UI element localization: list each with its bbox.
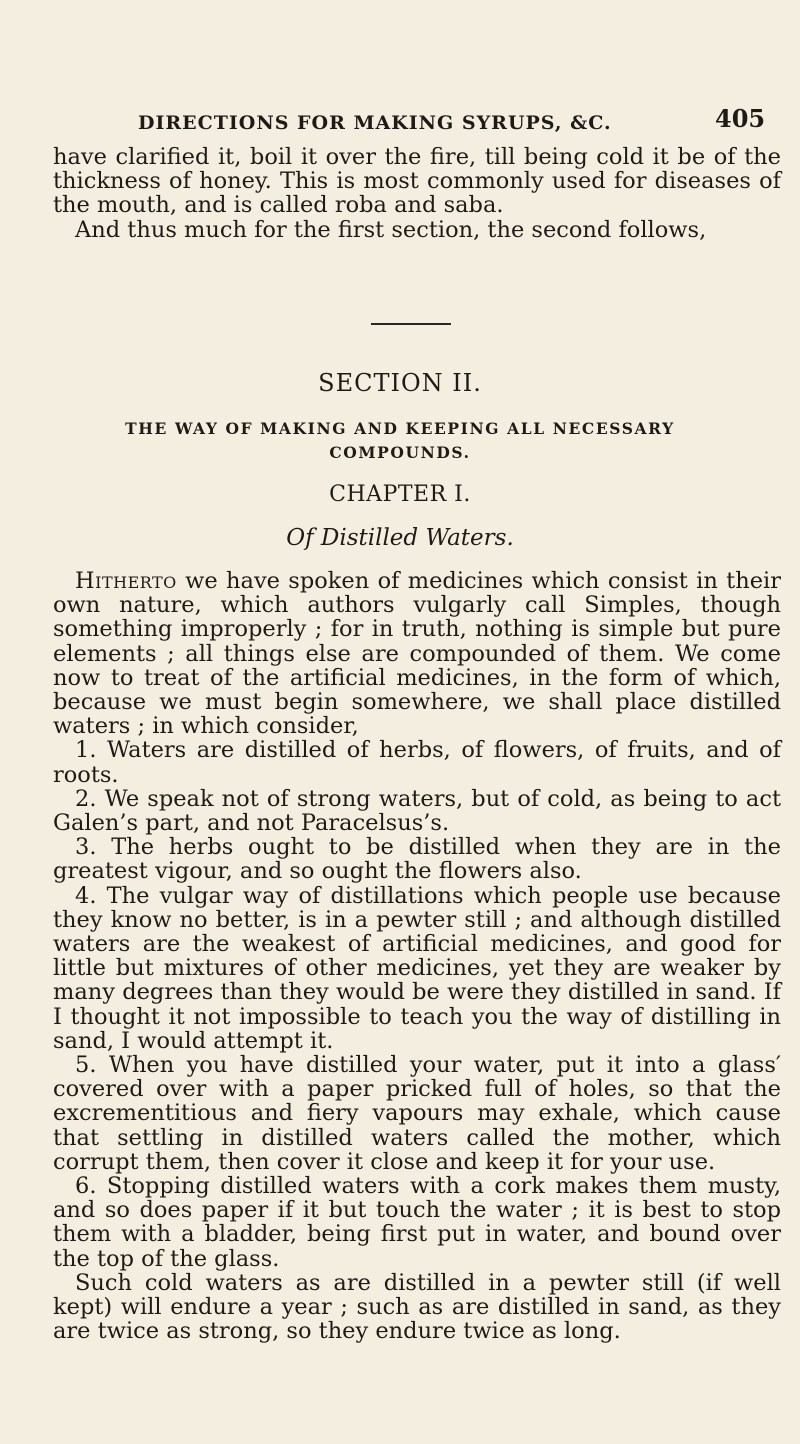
- section-divider: [371, 323, 451, 325]
- closing-paragraph: Such cold waters as are distilled in a pewter still (if well kept) will endure a year ; such as are distilled in sand, as they are twice as strong, so they endure twice as long.: [53, 1269, 781, 1345]
- numbered-paragraph: 1. Waters are distilled of herbs, of flowers, of fruits, and of roots.: [53, 737, 781, 788]
- numbered-paragraph: 3. The herbs ought to be distilled when they are in the greatest vigour, and so ought the flowers also.: [53, 834, 781, 885]
- intro-paragraph: have clarified it, boil it over the fire, till being cold it be of the thickness of honey. This is most commonly used for diseases of the mouth, and is called roba and saba.: [53, 144, 781, 219]
- running-head: DIRECTIONS FOR MAKING SYRUPS, &C.: [138, 112, 612, 134]
- body-paragraph: [53, 569, 781, 738]
- numbered-paragraph: 6. Stopping distilled waters with a cork makes them musty, and so does paper if it but touch the water ; it is best to stop them with a bladder, being first put in water, and bound over the top of the glass.: [53, 1173, 781, 1272]
- section-heading: SECTION II.: [318, 369, 482, 397]
- lead-word: Hitherto: [75, 568, 177, 594]
- numbered-paragraph: 2. We speak not of strong waters, but of cold, as being to act Galen’s part, and not Paracelsus’s.: [53, 785, 781, 837]
- section-subtitle: THE WAY OF MAKING AND KEEPING ALL NECESSARY: [125, 419, 675, 438]
- numbered-paragraph: 4. The vulgar way of distillations which people use because they know no better, is in a pewter still ; and although distilled waters are the weakest of artificial medicines, and good for little but mixtures of other medicines, yet they are weaker by many degrees than they would be were they distilled in sand. If I thought it not impossible to teach you the way of distilling in sand, I would attempt it.: [53, 882, 781, 1054]
- chapter-heading: CHAPTER I.: [329, 482, 471, 507]
- section-subtitle: COMPOUNDS.: [329, 443, 471, 462]
- page-number: 405: [715, 104, 766, 133]
- chapter-title: Of Distilled Waters.: [286, 525, 514, 551]
- chapter-body: [53, 569, 781, 1344]
- intro-paragraph: And thus much for the first section, the second follows,: [75, 216, 707, 243]
- lead-text: we have spoken of medicines which consist in their own nature, which authors vulgarly call Simples, though something improperly ; for in truth, nothing is simple but pure elements ; all things else are compounded of them. We come now to treat of the artificial medicines, in the form of which, because we must begin somewhere, we shall place distilled waters ; in which consider,: [53, 568, 781, 740]
- intro-text: [53, 145, 781, 242]
- numbered-paragraph: 5. When you have distilled your water, put it into a glass′ covered over with a paper pricked full of holes, so that the excrementitious and fiery vapours may exhale, which cause that settling in distilled waters called the mother, which corrupt them, then cover it close and keep it for your use.: [53, 1052, 781, 1175]
